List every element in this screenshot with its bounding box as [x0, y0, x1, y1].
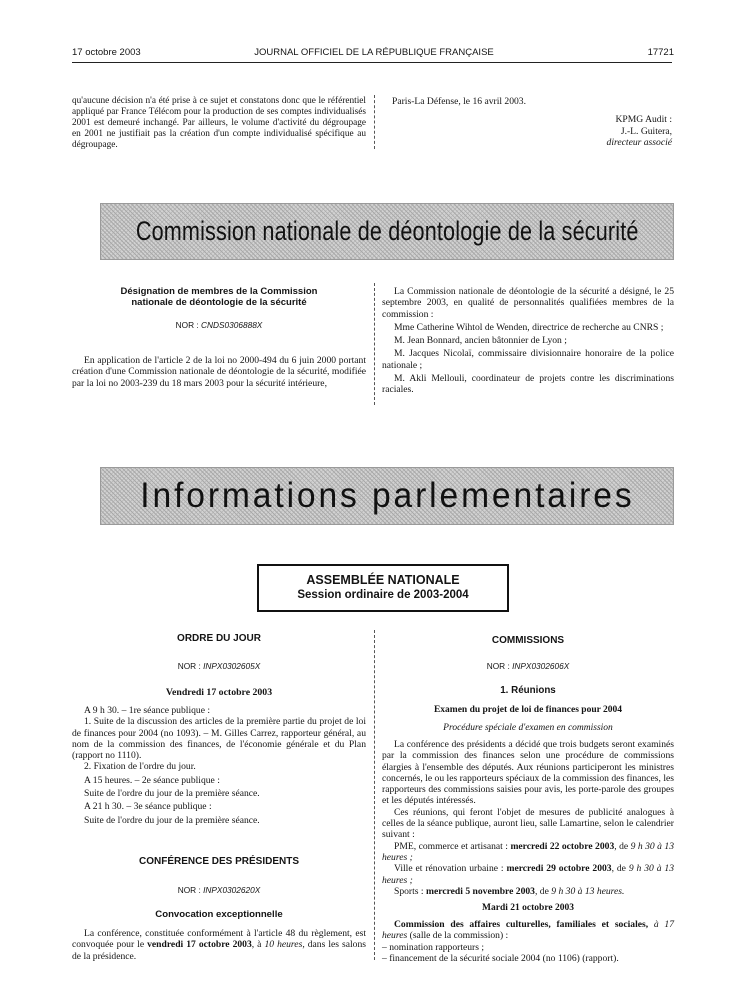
- calendar-item: [382, 841, 674, 864]
- nor-label: NOR :: [486, 661, 513, 671]
- ordre-date: Vendredi 17 octobre 2003: [165, 687, 273, 698]
- text-time: 9 h 30 à 13 heures ;: [382, 863, 674, 886]
- signer-org: KPMG Audit :: [615, 114, 672, 125]
- cnds-intro: La Commission nationale de déontologie de la sécurité a désigné, le 25 septembre 2003, en qualité de personnalités qualifiées membres de la commission :: [382, 286, 674, 320]
- text-time: à 17 heures: [382, 919, 674, 942]
- text-part: , dans les salons de la présidence.: [72, 939, 366, 962]
- text-part: Ville et rénovation urbaine :: [394, 863, 507, 875]
- session-3-time: A 21 h 30. – 3e séance publique :: [84, 801, 212, 813]
- commissions-heading: COMMISSIONS: [491, 635, 565, 646]
- member-item: M. Akli Mellouli, coordinateur de projets contre les discriminations raciales.: [382, 373, 674, 396]
- cnds-title-block: [72, 286, 366, 308]
- section-banner-parliament: [100, 467, 674, 525]
- agenda-item: – financement de la sécurité sociale 2004 (no 1106) (rapport).: [382, 952, 619, 964]
- text-time: 9 h 30 à 13 heures ;: [382, 840, 675, 863]
- session-1-item: 2. Fixation de l'ordre du jour.: [84, 761, 196, 773]
- commissions-paragraph: Ces réunions, qui feront l'objet de mesures de publicité analogues à celles de la séance publique, auront lieu, salle Lamartine, selon le calendrier suivant :: [382, 806, 674, 841]
- text-time: 10 heures: [264, 939, 303, 951]
- date-heading: Mardi 21 octobre 2003: [482, 903, 574, 913]
- commissions-paragraph: La conférence des présidents a décidé que trois budgets seront examinés par la commission des finances selon une procédure de commissions élargies à l'ensemble des députés. Aux réunions participeront les ministres concernés, le ou les rapporteurs spéciaux de la commission des finances, les rapporteurs des commissions saisies pour avis, les porte-parole des groupes et les députés intéressés.: [382, 739, 674, 807]
- conference-heading: CONFÉRENCE DES PRÉSIDENTS: [138, 856, 300, 867]
- nor-code: INPX0302620X: [203, 885, 261, 895]
- text-part: , de: [611, 863, 629, 875]
- ordre-nor: [72, 661, 366, 671]
- header-date: 17 octobre 2003: [72, 47, 141, 58]
- conference-nor: [72, 885, 366, 895]
- nor-label: NOR :: [177, 661, 204, 671]
- cnds-title-line2: nationale de déontologie de la sécurité: [131, 297, 307, 308]
- banner-title: Commission nationale de déontologie de la sécurité: [135, 216, 639, 246]
- cnds-title-line1: Désignation de membres de la Commission: [120, 286, 318, 297]
- member-item: M. Jean Bonnard, ancien bâtonnier de Lyon ;: [394, 335, 567, 347]
- nor-code: INPX0302605X: [203, 661, 261, 671]
- text-time: 9 h 30 à 13 heures.: [551, 885, 625, 897]
- assembly-title: ASSEMBLÉE NATIONALE: [306, 573, 460, 587]
- member-item: Mme Catherine Wihtol de Wenden, directrice de recherche au CNRS ;: [394, 321, 664, 333]
- assembly-session: Session ordinaire de 2003-2004: [297, 589, 469, 601]
- text-part: PME, commerce et artisanat :: [394, 840, 511, 852]
- text-date: mercredi 22 octobre 2003: [510, 840, 615, 852]
- nor-code: INPX0302606X: [512, 661, 570, 671]
- session-1-item: 1. Suite de la discussion des articles de la première partie du projet de loi de finances pour 2004 (no 1093). – M. Gilles Carrez, rapporteur général, au nom de la commission des finances, de l'économie générale et du Plan (rapport no 1110).: [72, 716, 366, 762]
- text-date: mercredi 5 novembre 2003: [426, 885, 535, 897]
- commission-entry: [382, 919, 674, 942]
- procedure-heading: Procédure spéciale d'examen en commission: [443, 723, 613, 733]
- text-part: , de: [534, 885, 552, 897]
- assembly-box: [257, 564, 509, 612]
- column-divider: [374, 95, 375, 149]
- journal-title: JOURNAL OFFICIEL DE LA RÉPUBLIQUE FRANÇAISE: [254, 47, 494, 58]
- member-item: M. Jacques Nicolaï, commissaire divisionnaire honoraire de la police nationale ;: [382, 348, 674, 371]
- cnds-right-column: [382, 286, 674, 396]
- signer-role: directeur associé: [606, 137, 672, 148]
- text-date: vendredi 17 octobre 2003: [147, 939, 252, 951]
- signer-name: J.-L. Guitera,: [620, 125, 672, 137]
- calendar-item: [382, 886, 674, 897]
- conference-subheading: Convocation exceptionnelle: [155, 909, 283, 920]
- cnds-nor: [72, 320, 366, 330]
- calendar-item: [382, 863, 674, 886]
- column-divider: [374, 283, 375, 405]
- text-part: , à: [251, 939, 265, 951]
- place-date: Paris-La Défense, le 16 avril 2003.: [392, 96, 527, 107]
- conference-text: [72, 928, 366, 962]
- agenda-item: – nomination rapporteurs ;: [382, 941, 485, 953]
- commissions-nor: [382, 661, 674, 671]
- banner-title: Informations parlementaires: [139, 476, 635, 515]
- text-part: , de: [614, 840, 631, 852]
- session-2-time: A 15 heures. – 2e séance publique :: [84, 774, 220, 786]
- subject-heading: Examen du projet de loi de finances pour 2004: [433, 705, 623, 715]
- signature-block: [540, 114, 672, 149]
- commission-agenda: [382, 919, 674, 964]
- column-divider: [374, 630, 375, 960]
- session-3-text: Suite de l'ordre du jour de la première séance.: [84, 814, 260, 826]
- section-banner-cnds: [100, 203, 674, 260]
- cnds-body: En application de l'article 2 de la loi no 2000-494 du 6 juin 2000 portant création d'une Commission nationale de déontologie de la sécurité, modifiée par la loi no 2003-239 du 18 mars 2003 pour la sécurité intérieure,: [72, 355, 366, 389]
- text-part: (salle de la commission) :: [407, 930, 509, 942]
- text-part: Sports :: [394, 885, 426, 897]
- section-reunions: 1. Réunions: [500, 685, 556, 696]
- text-date: mercredi 29 octobre 2003: [506, 863, 612, 875]
- session-2-text: Suite de l'ordre du jour de la première séance.: [84, 788, 260, 800]
- header-rule: [72, 62, 672, 63]
- nor-label: NOR :: [175, 320, 201, 330]
- page-number: 17721: [647, 47, 674, 58]
- nor-code: CNDS0306888X: [201, 320, 263, 330]
- ordre-body: [72, 705, 366, 826]
- commission-name: Commission des affaires culturelles, familiales et sociales,: [394, 919, 649, 930]
- continuation-paragraph: qu'aucune décision n'a été prise à ce sujet et constatons donc que le référentiel appliqué par France Télécom pour la production de ses comptes individualisés 2001 est demeuré inchangé. Par ailleurs, le volume d'activité du dégroupage en 2001 ne justifiait pas la création d'un compte individualisé spécifique au dégroupage.: [72, 96, 366, 150]
- nor-label: NOR :: [177, 885, 204, 895]
- ordre-heading: ORDRE DU JOUR: [177, 633, 261, 644]
- text-part: La conférence, constituée conformément à l'article 48 du règlement, est convoquée pour le: [72, 928, 366, 951]
- session-1-time: A 9 h 30. – 1re séance publique :: [84, 705, 211, 716]
- commissions-body: [382, 739, 674, 897]
